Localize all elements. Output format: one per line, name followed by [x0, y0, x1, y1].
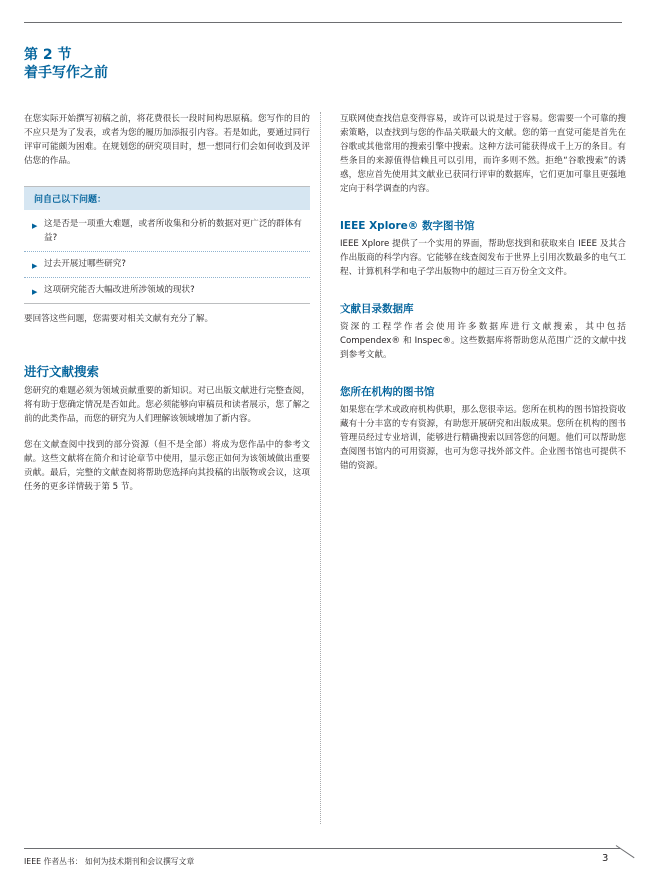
section-title: 着手写作之前 [24, 65, 108, 81]
question-text: 这是否是一项重大难题，或者所收集和分析的数据对更广泛的群体有益? [44, 219, 302, 243]
answer-paragraph: 要回答这些问题，您需要对相关文献有充分了解。 [24, 314, 214, 324]
footer-corner-tick [616, 845, 635, 858]
question-text: 过去开展过哪些研究? [44, 259, 126, 269]
triangle-right-icon: ▶ [32, 288, 38, 296]
library-paragraph: 如果您在学术或政府机构供职，那么您很幸运。您所在机构的图书馆投资收藏有十分丰富的专有资源，有助您开展研究和出版成果。您所在机构的图书管理员经过专业培训，能够进行精确搜索以回答您的问题。他们可以帮助您查阅图书馆内的可用资源，也可为您寻找外部文件。企业图书馆也可提供不错的资源。 [340, 405, 626, 471]
page-number: 3 [602, 853, 609, 864]
triangle-right-icon: ▶ [32, 222, 38, 230]
heading-bibliographic-databases: 文献目录数据库 [340, 303, 414, 315]
list-item [24, 252, 310, 278]
column-divider [320, 112, 321, 824]
heading-institution-library: 您所在机构的图书馆 [340, 386, 435, 398]
footer-rule [24, 848, 620, 849]
triangle-right-icon: ▶ [32, 262, 38, 270]
left-column [24, 112, 310, 494]
search-paragraph-2: 您在文献查阅中找到的部分资源（但不是全部）将成为您作品中的参考文献。这些文献将在简介和讨论章节中使用，显示您正如何为该领域做出重要贡献。最后，完整的文献查阅将帮助您选择向其投稿的出版物或会议，这项任务的更多详情载于第 5 节。 [24, 440, 310, 492]
search-paragraph-1: 您研究的难题必须为领域贡献重要的新知识。对已出版文献进行完整查阅，将有助于您确定情况是否如此。您必须能够向审稿员和读者展示，您了解之前的此类作品，而您的研究为人们理解该领域增加了新内容。 [24, 386, 310, 424]
question-text: 这项研究能否大幅改进所涉领域的现状? [44, 285, 195, 295]
callout-heading: 问自己以下问题： [24, 187, 310, 210]
top-rule [24, 22, 622, 23]
xplore-paragraph: IEEE Xplore 提供了一个实用的界面，帮助您找到和获取来自 IEEE 及其合作出版商的科学内容。它能够在线查阅发布于世界上引用次数最多的电气工程、计算机科学和电子学出版物中的超过三百万份全文文件。 [340, 239, 626, 277]
heading-literature-search: 进行文献搜索 [24, 364, 100, 379]
right-column [340, 112, 626, 473]
questions-list [24, 210, 310, 303]
heading-ieee-xplore: IEEE Xplore® 数字图书馆 [340, 220, 475, 232]
section-number: 第 2 节 [24, 47, 72, 63]
list-item [24, 212, 310, 252]
databases-paragraph: 资深的工程学作者会使用许多数据库进行文献搜索，其中包括 Compendex® 和 Inspec®。这些数据库将帮助您从范围广泛的文献中找到参考文献。 [340, 322, 626, 360]
questions-callout [24, 186, 310, 304]
intro-paragraph: 在您实际开始撰写初稿之前，将花费很长一段时间构思原稿。您写作的目的不应只是为了发表，或者为您的履历加添报引内容。若是如此，要通过同行评审可能颇为困难。在规划您的研究项目时，想一想同行们会如何收到及评估您的作品。 [24, 114, 310, 166]
list-item [24, 278, 310, 303]
internet-paragraph: 互联网使查找信息变得容易，或许可以说是过于容易。您需要一个可靠的搜索策略，以查找到与您的作品关联最大的文献。您的第一直觉可能是首先在谷歌或其他常用的搜索引擎中搜索。这种方法可能获得成千上万的条目。有些条目的来源值得信赖且可以引用，而许多则不然。拒绝“谷歌搜索”的诱惑，您应首先使用其文献业已获同行评审的数据库，它们更加可靠且更强地定向于科学调查的内容。 [340, 114, 626, 194]
footer-series-title: IEEE 作者丛书： 如何为技术期刊和会议撰写文章 [24, 857, 195, 866]
